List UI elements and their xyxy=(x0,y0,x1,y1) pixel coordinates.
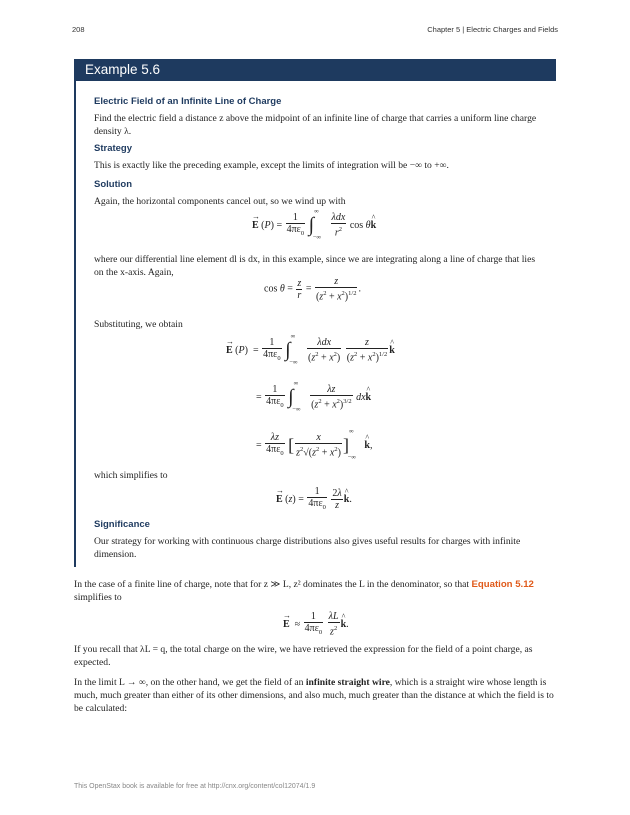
chapter-title: Chapter 5 | Electric Charges and Fields xyxy=(427,25,558,34)
equation-cos-theta: cos θ = $\frac{z}{r}$ = $\frac{z}{(z^2 + x^2)^{1/2}}$ . xyxy=(264,276,361,303)
limit-text-2: , which is a straight wire whose length is much, much greater than either of its other dimensions, and also much, much greater than the distance at which the field is to be calculated: xyxy=(74,677,554,715)
solution-intro: Again, the horizontal components cancel out, so we wind up with xyxy=(94,196,346,207)
page-number: 208 xyxy=(72,25,85,34)
strategy-text: This is exactly like the preceding example, except the limits of integration will be −∞ to +∞. xyxy=(94,160,449,171)
example-title: Electric Field of an Infinite Line of Charge xyxy=(94,96,282,107)
solution-heading: Solution xyxy=(94,179,132,190)
equation-substituted-3: = $\frac{\lambda z}{4\pi\varepsilon_0}$ [ $\frac{x}{z^2√(z^2 + x^2)}$ ]$^\infty_{-\infty}$ ^ k, xyxy=(256,432,372,459)
strategy-heading: Strategy xyxy=(94,143,133,154)
example-side-rule xyxy=(74,81,76,567)
equation-field-integral: → E (P) = $\frac{1}{4\pi\varepsilon_0}$ $\int^\infty_{-\infty}$ $\frac{\text{λdx}}{r^2}$ cos θ^ k xyxy=(252,212,376,239)
solution-mid: where our differential line element dl is dx, in this example, since we are integrating along a line of charge that lies on the x-axis. Again, xyxy=(94,254,536,279)
infinite-straight-wire-term: infinite straight wire xyxy=(305,677,390,688)
simplifies-to-text: simplifies to xyxy=(74,592,122,604)
significance-text: Our strategy for working with continuous charge distributions also gives useful results for charges with infinite dimension. xyxy=(94,536,521,561)
equation-infinite-line-result: → E (z) = $\frac{1}{4\pi\varepsilon_0}$ $\frac{2\lambda}{z}$ ^ k. xyxy=(276,486,352,513)
finite-line-text: In the case of a finite line of charge, note that for z ≫ L, z² dominates the L in the denominator, so that xyxy=(74,579,470,590)
recall-paragraph: If you recall that λL = q, the total charge on the wire, we have retrieved the expression for the field of a point charge, as expected. xyxy=(74,644,533,669)
simplifies-text: which simplifies to xyxy=(94,470,168,481)
example-label: Example 5.6 xyxy=(85,62,161,77)
equation-substituted-1: → E (P) = $\frac{1}{4\pi\varepsilon_0}$ $\int^\infty_{-\infty}$ $\frac{\text{λdx}}{(z^2 + x^2)}$ $\frac{z}{(z^2 + x^2)^{1/2}}$ ^ k xyxy=(226,337,395,364)
finite-line-paragraph xyxy=(74,578,556,604)
footer-note: This OpenStax book is available for free at http://cnx.org/content/col12074/1.9 xyxy=(74,783,316,790)
limit-text-1: In the limit L → ∞, on the other hand, we get the field of an xyxy=(74,677,304,688)
example-problem: Find the electric field a distance z above the midpoint of an infinite line of charge that carries a uniform line charge density λ. xyxy=(94,113,537,138)
example-banner xyxy=(74,59,556,81)
substituting-text: Substituting, we obtain xyxy=(94,319,183,330)
infinite-wire-paragraph xyxy=(74,676,556,716)
equation-substituted-2: = $\frac{1}{4\pi\varepsilon_0}$ $\int^\infty_{-\infty}$ $\frac{\lambda z}{(z^2 + x^2)^{3/2}}$ dx^ k xyxy=(256,384,371,411)
equation-5-12-link[interactable]: Equation 5.12 xyxy=(471,579,534,590)
significance-heading: Significance xyxy=(94,519,150,530)
equation-point-charge-limit: → E ≈ $\frac{1}{4\pi\varepsilon_0}$ $\frac{\lambda L}{z^2}$ ^ k. xyxy=(283,611,349,638)
